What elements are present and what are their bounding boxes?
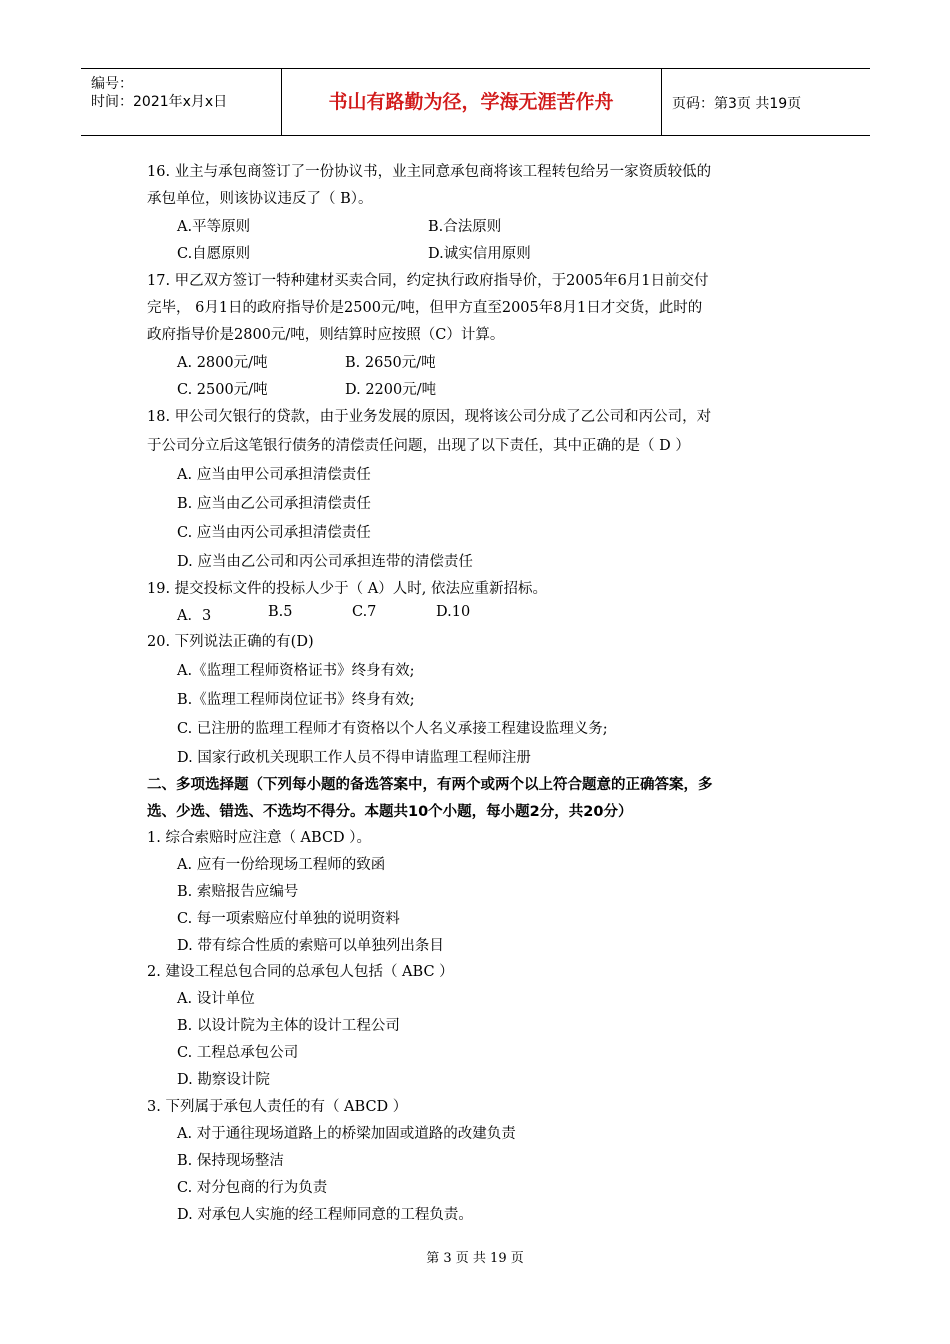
q17-option-a: A. 2800元/吨 <box>177 355 268 371</box>
q19-option-a: A．3 <box>177 608 212 624</box>
q18-option-b: B. 应当由乙公司承担清偿责任 <box>177 496 371 512</box>
header-motto: 书山有路勤为径，学海无涯苦作舟 <box>328 91 614 113</box>
q19-option-b: B.5 <box>268 604 293 620</box>
m3-option-b: B. 保持现场整洁 <box>177 1153 284 1169</box>
q16-option-b: B.合法原则 <box>428 219 502 235</box>
page-footer: 第 3 页 共 19 页 <box>426 1251 524 1266</box>
q17-option-c: C. 2500元/吨 <box>177 382 268 398</box>
q20-option-b: B.《监理工程师岗位证书》终身有效; <box>177 692 415 708</box>
date-label: 时间：2021年x月x日 <box>91 94 228 110</box>
q16-line-1: 16. 业主与承包商签订了一份协议书，业主同意承包商将该工程转包给另一家资质较低的 <box>147 164 712 180</box>
q20-line: 20. 下列说法正确的有(D) <box>147 634 314 650</box>
m2-option-c: C. 工程总承包公司 <box>177 1045 299 1061</box>
section-2-heading-line-2: 选、少选、错选、不选均不得分。本题共10个小题，每小题2分，共20分） <box>147 804 633 820</box>
q20-option-a: A.《监理工程师资格证书》终身有效; <box>177 663 415 679</box>
q16-option-d: D.诚实信用原则 <box>428 246 531 262</box>
section-2-heading-line-1: 二、多项选择题（下列每小题的备选答案中，有两个或两个以上符合题意的正确答案，多 <box>147 777 713 793</box>
q19-option-d: D.10 <box>436 604 471 620</box>
q18-option-c: C. 应当由丙公司承担清偿责任 <box>177 525 371 541</box>
page-info: 页码：第3页 共19页 <box>672 96 802 112</box>
q17-option-b: B. 2650元/吨 <box>345 355 436 371</box>
m1-option-c: C. 每一项索赔应付单独的说明资料 <box>177 911 400 927</box>
m2-option-a: A. 设计单位 <box>177 991 255 1007</box>
m2-option-b: B. 以设计院为主体的设计工程公司 <box>177 1018 400 1034</box>
header-right-cell <box>661 69 871 135</box>
q17-option-d: D. 2200元/吨 <box>345 382 437 398</box>
q17-line-2: 完毕， 6月1日的政府指导价是2500元/吨，但甲方直至2005年8月1日才交货，此时的 <box>147 300 703 316</box>
q19-option-c: C.7 <box>352 604 377 620</box>
q17-line-1: 17. 甲乙双方签订一特种建材买卖合同，约定执行政府指导价，于2005年6月1日前交付 <box>147 273 709 289</box>
m1-line: 1. 综合索赔时应注意（ ABCD ）。 <box>147 830 372 846</box>
q18-option-a: A. 应当由甲公司承担清偿责任 <box>177 467 371 483</box>
q18-option-d: D. 应当由乙公司和丙公司承担连带的清偿责任 <box>177 554 473 570</box>
m3-option-a: A. 对于通往现场道路上的桥梁加固或道路的改建负责 <box>177 1126 516 1142</box>
q19-line: 19. 提交投标文件的投标人少于（ A）人时, 依法应重新招标。 <box>147 581 547 597</box>
q20-option-d: D. 国家行政机关现职工作人员不得申请监理工程师注册 <box>177 750 531 766</box>
m2-line: 2. 建设工程总包合同的总承包人包括（ ABC ） <box>147 964 454 980</box>
q16-option-c: C.自愿原则 <box>177 246 251 262</box>
page-header <box>81 68 870 136</box>
q16-option-a: A.平等原则 <box>177 219 251 235</box>
code-label: 编号： <box>91 76 133 92</box>
q20-option-c: C. 已注册的监理工程师才有资格以个人名义承接工程建设监理义务; <box>177 721 608 737</box>
m1-option-b: B. 索赔报告应编号 <box>177 884 299 900</box>
header-left-cell <box>81 69 282 135</box>
q17-line-3: 政府指导价是2800元/吨，则结算时应按照（C）计算。 <box>147 327 505 343</box>
m2-option-d: D. 勘察设计院 <box>177 1072 270 1088</box>
q18-line-1: 18. 甲公司欠银行的贷款，由于业务发展的原因，现将该公司分成了乙公司和丙公司，对 <box>147 409 712 425</box>
m3-line: 3. 下列属于承包人责任的有（ ABCD ） <box>147 1099 408 1115</box>
q18-line-2: 于公司分立后这笔银行债务的清偿责任问题，出现了以下责任，其中正确的是（ D ） <box>147 438 690 454</box>
m1-option-a: A. 应有一份给现场工程师的致函 <box>177 857 386 873</box>
m3-option-c: C. 对分包商的行为负责 <box>177 1180 328 1196</box>
m3-option-d: D. 对承包人实施的经工程师同意的工程负责。 <box>177 1207 473 1223</box>
m1-option-d: D. 带有综合性质的索赔可以单独列出条目 <box>177 938 444 954</box>
q16-line-2: 承包单位，则该协议违反了（ B）。 <box>147 191 373 207</box>
